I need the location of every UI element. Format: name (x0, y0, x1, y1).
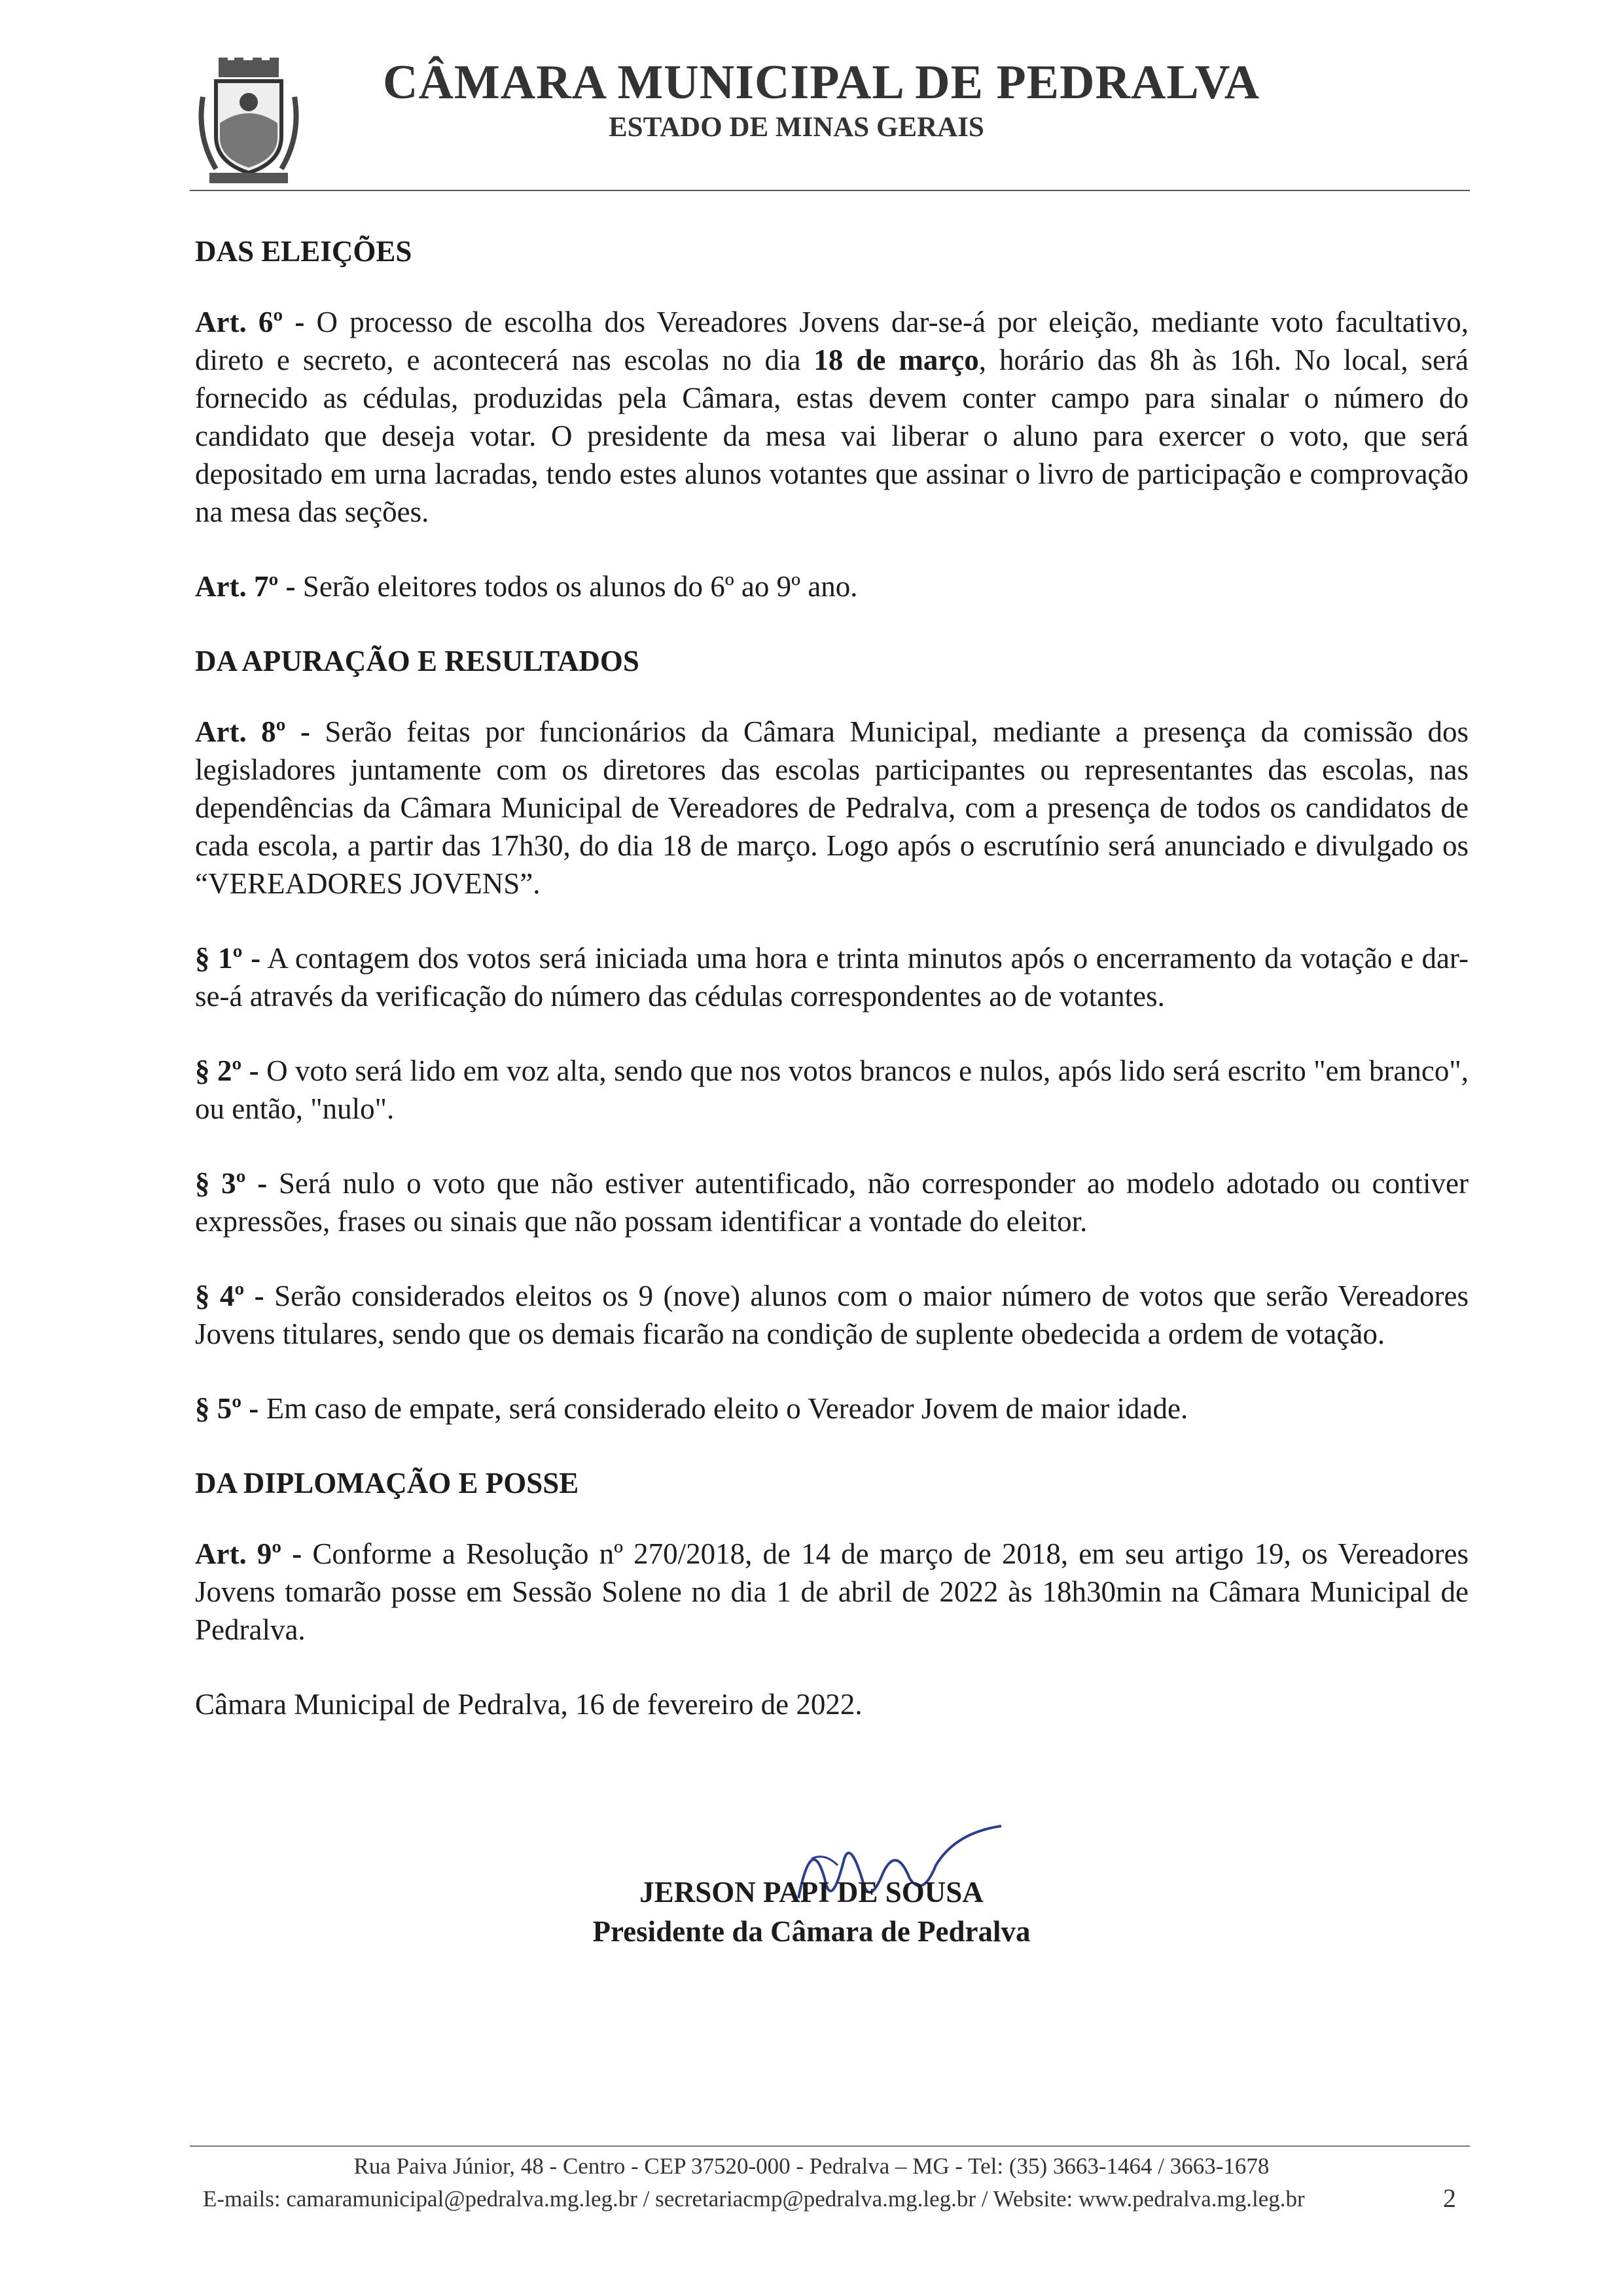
signer-name: JERSON PAPI DE SOUSA (639, 1876, 984, 1909)
section-title-eleicoes: DAS ELEIÇÕES (195, 235, 412, 268)
coat-of-arms-icon (196, 58, 301, 186)
article-9: Art. 9º - Conforme a Resolução nº 270/2018, de 14 de março de 2018, em seu artigo 19, os Vereadores Jovens tomarão posse em Sessão Solene no dia 1 de abril de 2022 às 18h30min na Câmara Municipal de Pedralva. (195, 1537, 1469, 1646)
article-8: Art. 8º - Serão feitas por funcionários da Câmara Municipal, mediante a presença da comissão dos legisladores juntamente com os diretores das escolas participantes ou representantes das escolas, nas dependências da Câmara Municipal de Vereadores de Pedralva, com a presença de todos os candidatos de cada escola, a partir das 17h30, do dia 18 de março. Logo após o escrutínio será anunciado e divulgado os “VEREADORES JOVENS”. (195, 715, 1469, 900)
article-6-label: Art. 6º - (195, 306, 305, 338)
footer-address: Rua Paiva Júnior, 48 - Centro - CEP 37520-000 - Pedralva – MG - Tel: (35) 3663-1464 / 3663-1678 (353, 2153, 1270, 2179)
closing-line: Câmara Municipal de Pedralva, 16 de fevereiro de 2022. (195, 1688, 863, 1721)
paragraph-1: § 1º - A contagem dos votos será iniciada uma hora e trinta minutos após o encerramento da votação e dar-se-á através da verificação do número das cédulas correspondentes ao de votantes. (195, 942, 1469, 1013)
header-divider (190, 190, 1470, 191)
paragraph-3: § 3º - Será nulo o voto que não estiver autentificado, não corresponder ao modelo adotado ou contiver expressões, frases ou sinais que não possam identificar a vontade do eleitor. (195, 1167, 1469, 1238)
page-title: CÂMARA MUNICIPAL DE PEDRALVA (383, 56, 1260, 109)
page-subtitle: ESTADO DE MINAS GERAIS (609, 112, 984, 143)
article-6-date: 18 de março (813, 344, 979, 376)
footer-divider (190, 2145, 1470, 2147)
paragraph-5: § 5º - Em caso de empate, será considerado eleito o Vereador Jovem de maior idade. (195, 1392, 1188, 1425)
section-title-apuracao: DA APURAÇÃO E RESULTADOS (195, 645, 639, 677)
article-7: Art. 7º - Serão eleitores todos os alunos do 6º ao 9º ano. (195, 570, 858, 603)
footer-contacts: E-mails: camaramunicipal@pedralva.mg.leg.br / secretariacmp@pedralva.mg.leg.br / Website: www.pedralva.mg.leg.br (203, 2186, 1305, 2212)
article-6: Art. 6º - O processo de escolha dos Vereadores Jovens dar-se-á por eleição, mediante voto facultativo, direto e secreto, e acontecerá nas escolas no dia 18 de março, horário das 8h às 16h. No local, será fornecido as cédulas, produzidas pela Câmara, estas devem conter campo para sinalar o número do candidato que deseja votar. O presidente da mesa vai liberar o aluno para exercer o voto, que será depositado em urna lacradas, tendo estes alunos votantes que assinar o livro de participação e comprovação na mesa das seções. (195, 306, 1469, 528)
page-number: 2 (1443, 2183, 1456, 2213)
document-body (195, 232, 1469, 1760)
paragraph-2: § 2º - O voto será lido em voz alta, sendo que nos votos brancos e nulos, após lido será escrito "em branco", ou então, "nulo". (195, 1054, 1469, 1125)
section-title-diplomacao: DA DIPLOMAÇÃO E POSSE (195, 1467, 579, 1499)
paragraph-4: § 4º - Serão considerados eleitos os 9 (nove) alunos com o maior número de votos que serão Vereadores Jovens titulares, sendo que os demais ficarão na condição de suplente obedecida a ordem de votação. (195, 1280, 1469, 1350)
signer-role: Presidente da Câmara de Pedralva (592, 1915, 1031, 1948)
